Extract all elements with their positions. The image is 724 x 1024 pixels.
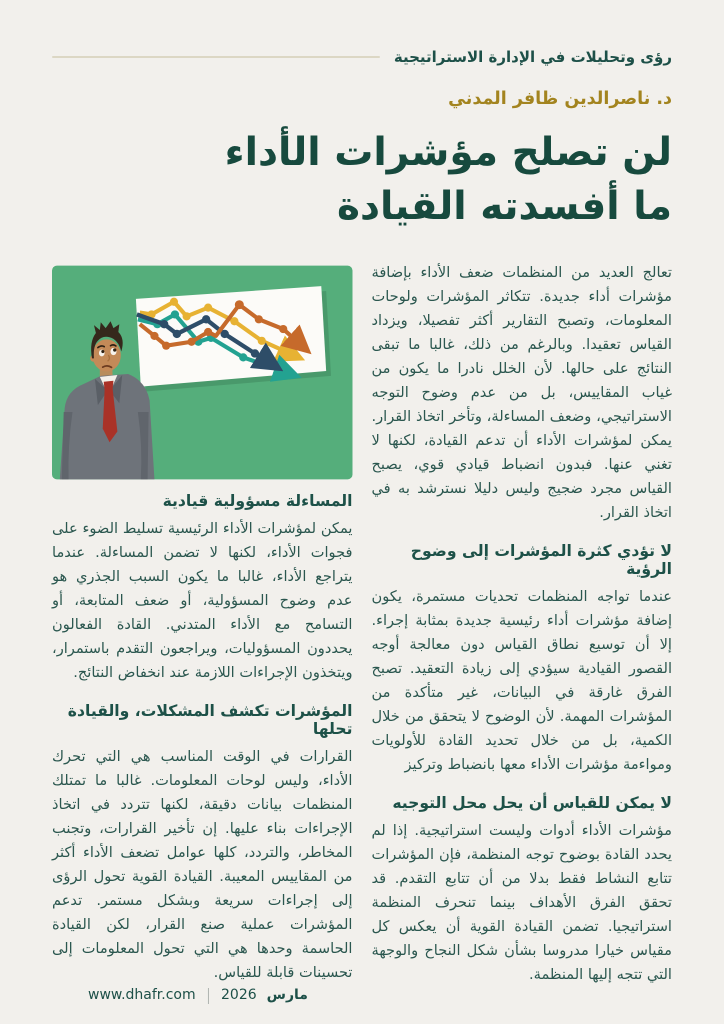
article-columns — [0, 261, 724, 987]
website-url: www.dhafr.com — [88, 986, 196, 1003]
issue-month: مارس — [266, 986, 308, 1003]
article-illustration — [52, 263, 353, 482]
section-kicker: رؤى وتحليلات في الإدارة الاستراتيجية — [393, 48, 672, 66]
section-heading-problems: المؤشرات تكشف المشكلات، والقيادة تحلها — [67, 702, 353, 738]
section-heading-accountability: المساءلة مسؤولية قيادية — [162, 492, 353, 510]
section-heading-direction: لا يمكن للقياس أن يحل محل التوجيه — [392, 794, 672, 812]
page-footer — [88, 985, 308, 1004]
page-header — [0, 0, 724, 66]
column-left — [52, 261, 353, 987]
section-body-problems: القرارات في الوقت المناسب هي التي تحرك الأداء، وليس لوحات المعلومات. غالبا ما تمتلك المنظمات بيانات دقيقة، لكنها تتردد في اتخاذ الإجراءات بناء عليها. إن تأخير القرارات، وتجنب المخاطر، والتردد، كلها عوامل تضعف الأداء أكثر من المقاييس المعيبة. القيادة القوية تحول الرؤى إلى إجراءات سريعة وبشكل مستمر. تدعم المؤشرات عملية صنع القرار، لكن القيادة الحاسمة وحدها هي التي تحول المعلومات إلى تحسينات قابلة للقياس. — [52, 748, 353, 981]
header-rule — [52, 56, 380, 58]
article-title — [0, 126, 724, 234]
title-line-1: لن تصلح مؤشرات الأداء — [224, 130, 672, 175]
declining-charts-illustration — [52, 263, 353, 482]
section-body-accountability: يمكن لمؤشرات الأداء الرئيسية تسليط الضوء على فجوات الأداء، لكنها لا تضمن المساءلة. عندما يتراجع الأداء، غالبا ما يكون السبب الجذري هو عدم وضوح المسؤولية، أو ضعف المتابعة، أو التسامح مع الأداء المتدني. القادة الفعالون يحددون المسؤوليات، ويراجعون التقدم باستمرار، ويتخذون الإجراءات اللازمة عند انخفاض النتائج. — [52, 520, 353, 681]
section-heading-clarity: لا تؤدي كثرة المؤشرات إلى وضوح الرؤية — [410, 542, 672, 578]
issue-year: 2026 — [221, 986, 257, 1003]
column-right — [372, 261, 673, 987]
section-body-clarity: عندما تواجه المنظمات تحديات مستمرة، يكون إضافة مؤشرات أداء رئيسية جديدة بمثابة إجراء. إلا أن توسيع نطاق القياس دون معالجة أوجه القصور القيادية سيؤدي إلى زيادة التعقيد. تصبح الفرق غارقة في البيانات، غير متأكدة من المؤشرات المهمة. لأن الوضوح لا يتحقق من خلال الكمية، بل من خلال تحديد القادة للأولويات ومواءمة مؤشرات الأداء معها بانضباط وتركيز — [371, 588, 672, 773]
section-body-direction: مؤشرات الأداء أدوات وليست استراتيجية. إذا لم يحدد القادة بوضوح توجه المنظمة، فإن المؤشرات تتابع النشاط فقط بدلا من أن تتابع التقدم. قد تحقق الفرق الأهداف بينما تنحرف المنظمة استراتيجيا. تضمن القيادة القوية أن يعكس كل مقياس خيارا مدروسا بشأن شكل النجاح والوجهة التي تتجه إليها المنظمة. — [371, 822, 672, 983]
footer-separator: | — [205, 985, 211, 1004]
title-line-2: ما أفسدته القيادة — [336, 184, 672, 229]
intro-paragraph: تعالج العديد من المنظمات ضعف الأداء بإضافة مؤشرات أداء جديدة. تتكاثر المؤشرات ولوحات المعلومات، وتصبح التقارير أكثر تفصيلا، ويزداد القياس تعقيدا. وبالرغم من ذلك، غالبا ما تبقى النتائج على حالها. لأن الخلل نادرا ما يكون من غياب المقاييس، بل من عدم وضوح التوجه الاستراتيجي، وضعف المساءلة، وتأخر اتخاذ القرار. يمكن لمؤشرات الأداء أن تدعم القيادة، لكنها لا تغني عنها. فبدون انضباط قيادي قوي، يصبح القياس مجرد ضجيج وليس دليلا نسترشد به في اتخاذ القرار. — [371, 264, 672, 521]
author-name: د. ناصرالدين ظافر المدني — [448, 89, 672, 109]
